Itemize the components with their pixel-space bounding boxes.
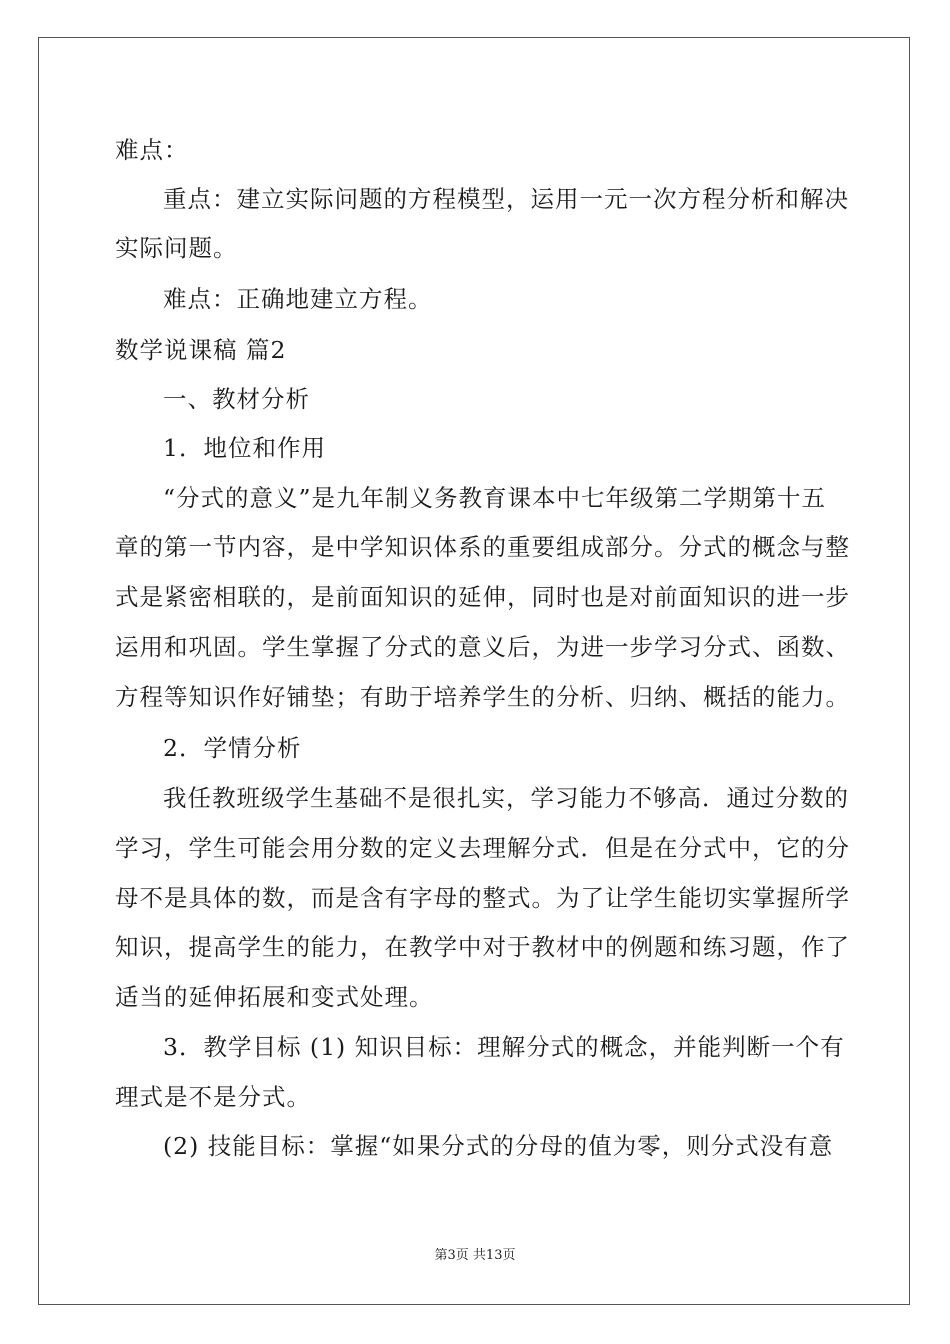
page-border [38,37,910,1305]
text-line: 章的第一节内容，是中学知识体系的重要组成部分。分式的概念与整 [115,533,850,561]
text-line: 3．教学目标 (1) 知识目标：理解分式的概念，并能判断一个有 [163,1033,845,1061]
text-line: 我任教班级学生基础不是很扎实，学习能力不够高．通过分数的 [163,784,849,812]
text-line: 实际问题。 [115,234,238,262]
text-line: 运用和巩固。学生掌握了分式的意义后，为进一步学习分式、函数、 [115,633,850,661]
text-line: 方程等知识作好铺垫；有助于培养学生的分析、归纳、概括的能力。 [115,683,850,711]
text-line: 难点：正确地建立方程。 [163,285,433,313]
text-line: “分式的意义”是九年制义务教育课本中七年级第二学期第十五 [163,484,827,512]
page-number-footer: 第3页 共13页 [434,1248,516,1263]
text-line: 知识，提高学生的能力，在教学中对于教材中的例题和练习题，作了 [115,933,850,961]
subsection-heading: 一、教材分析 [163,385,310,413]
text-line: 学习，学生可能会用分数的定义去理解分式．但是在分式中，它的分 [115,834,850,862]
section-heading: 数学说课稿 篇2 [115,336,287,364]
text-line: 难点： [115,136,189,164]
text-line: (2) 技能目标：掌握“如果分式的分母的值为零，则分式没有意 [163,1132,834,1160]
text-line: 式是紧密相联的，是前面知识的延伸，同时也是对前面知识的进一步 [115,583,850,611]
subsection-heading: 2．学情分析 [163,734,302,762]
subsection-heading: 1．地位和作用 [163,434,326,462]
text-line: 重点：建立实际问题的方程模型，运用一元一次方程分析和解决 [163,185,849,213]
text-line: 理式是不是分式。 [115,1083,311,1111]
text-line: 适当的延伸拓展和变式处理。 [115,983,434,1011]
text-line: 母不是具体的数，而是含有字母的整式。为了让学生能切实掌握所学 [115,884,850,912]
